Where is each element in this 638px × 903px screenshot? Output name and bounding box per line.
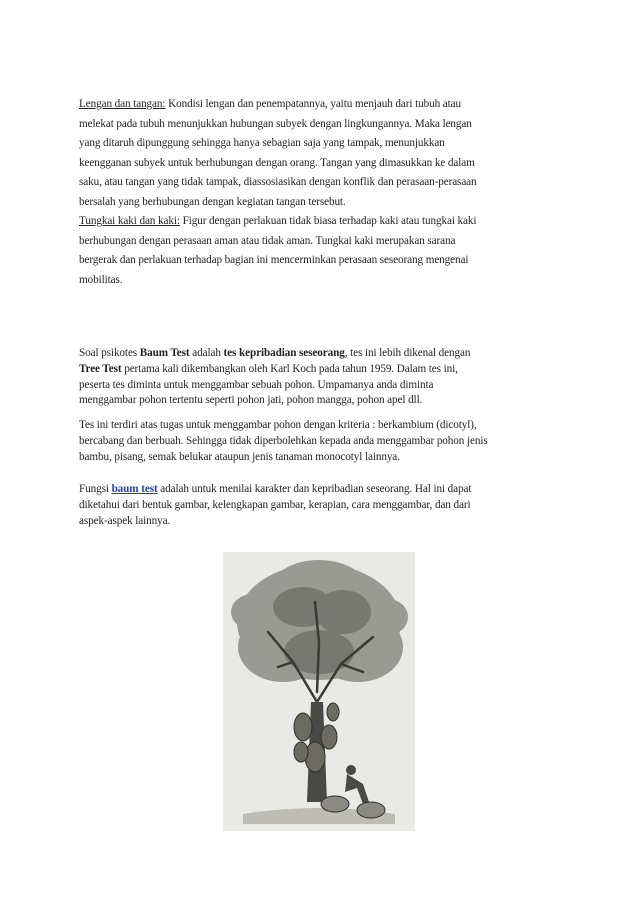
text-line: aspek-aspek lainnya. — [79, 514, 171, 527]
text-line: Fungsi baum test adalah untuk menilai karakter dan kepribadian seseorang. Hal ini dapat — [79, 483, 472, 495]
paragraph-legs-feet — [79, 212, 557, 290]
tree-illustration — [223, 552, 415, 831]
text-line: Lengan dan tangan: Kondisi lengan dan penempatannya, yaitu menjauh dari tubuh atau — [79, 98, 462, 110]
term-personality-test: tes kepribadian seseorang — [223, 347, 345, 359]
text-line: berhubungan dengan perasaan aman atau tidak aman. Tungkai kaki merupakan sarana — [79, 234, 456, 247]
term-baum-test: Baum Test — [139, 347, 190, 359]
text-line: bergerak dan perlakuan terhadap bagian ini mencerminkan perasaan seseorang mengenai — [79, 254, 469, 267]
text-line: menggambar pohon tertentu seperti pohon jati, pohon mangga, pohon apel dll. — [79, 394, 423, 407]
heading-arms-hands: Lengan dan tangan: — [79, 98, 166, 110]
text-line: Tree Test pertama kali dikembangkan oleh Karl Koch pada tahun 1959. Dalam tes ini, — [79, 362, 458, 375]
paragraph-baum-test-intro — [79, 346, 557, 409]
text-line: yang ditaruh dipunggung sehingga hanya sebagian saja yang tampak, menunjukkan — [79, 137, 445, 150]
text-line: melekat pada tubuh menunjukkan hubungan subyek dengan lingkungannya. Maka lengan — [79, 117, 472, 130]
text-line: keengganan subyek untuk berhubungan dengan orang. Tangan yang dimasukkan ke dalam — [79, 156, 475, 169]
tree-drawing — [223, 552, 415, 831]
term-tree-test: Tree Test — [79, 362, 122, 375]
text-line: bercabang dan berbuah. Sehingga tidak diperbolehkan kepada anda menggambar pohon jenis — [79, 434, 488, 447]
text-line: Soal psikotes Baum Test adalah tes kepribadian seseorang, tes ini lebih dikenal dengan — [79, 347, 471, 359]
heading-legs-feet: Tungkai kaki dan kaki: — [79, 215, 180, 227]
text-line: bambu, pisang, semak belukar ataupun jenis tanaman monocotyl lainnya. — [79, 450, 400, 463]
text-line: Tes ini terdiri atas tugas untuk menggambar pohon dengan kriteria : berkambium (dicotyl), — [79, 419, 477, 431]
paragraph-test-criteria — [79, 418, 557, 465]
baum-test-link[interactable]: baum test — [111, 483, 158, 495]
text-line: diketahui dari bentuk gambar, kelengkapan gambar, kerapian, cara menggambar, dan dari — [79, 498, 471, 511]
text-line: Tungkai kaki dan kaki: Figur dengan perlakuan tidak biasa terhadap kaki atau tungkai kaki — [79, 215, 477, 227]
text-line: bersalah yang berhubungan dengan kegiatan tangan tersebut. — [79, 195, 346, 208]
text-line: peserta tes diminta untuk menggambar sebuah pohon. Umpamanya anda diminta — [79, 378, 434, 391]
text-line: mobilitas. — [79, 273, 123, 286]
paragraph-arms-hands — [79, 95, 557, 213]
text-line: saku, atau tangan yang tidak tampak, diassosiasikan dengan konflik dan perasaan-perasaan — [79, 176, 477, 189]
paragraph-test-function — [79, 482, 557, 529]
